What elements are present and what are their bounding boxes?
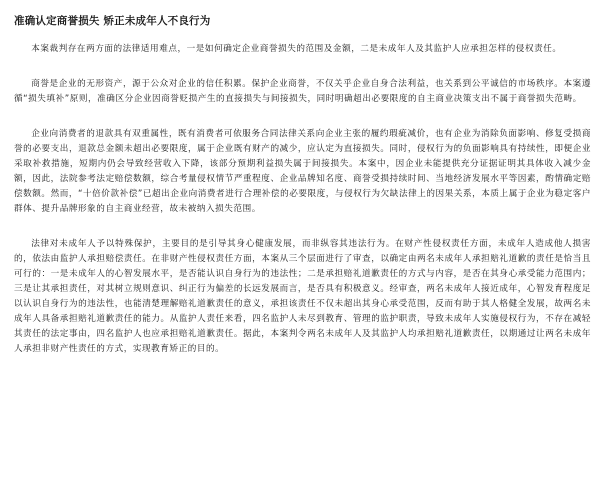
article-paragraph-2: 商誉是企业的无形资产，源于公众对企业的信任积累。保护企业商誉，不仅关乎企业自身合法利益，也关系到公平诚信的市场秩序。本案遵循“损失填补”原则，准确区分企业因商誉贬损产生的直接损失与间接损失，同时明确超出必要限度的自主商业决策支出不属于商誉损失范畴。	[14, 79, 591, 104]
article-paragraph-4: 法律对未成年人予以特殊保护，主要目的是引导其身心健康发展，而非纵容其违法行为。在财产性侵权责任方面，未成年人造成他人损害的，依法由监护人承担赔偿责任。在非财产性侵权责任方面，本案从三个层面进行了审查，以确定由两名未成年人承担赔礼道歉的责任是恰当且可行的：一是未成年人的心智发展水平，是否能认识自身行为的违法性；二是承担赔礼道歉责任的方式与内容，是否在其身心承受能力范围内；三是让其承担责任，对其树立规则意识、纠正行为偏差的长远发展而言，是否具有积极意义。经审查，两名未成年人接近成年，心智发育程度足以认识自身行为的违法性，也能清楚理解赔礼道歉责任的意义，承担该责任不仅未超出其身心承受范围，反而有助于其人格健全发展，故两名未成年人具备承担赔礼道歉责任的能力。从监护人责任来看，四名监护人未尽到教育、管理的监护职责，导致未成年人实施侵权行为，不存在减轻其责任的法定事由，四名监护人也应承担赔礼道歉责任。据此，本案判令两名未成年人及其监护人均承担赔礼道歉责任，以期通过让两名未成年人承担非财产性责任的方式，实现教育矫正的目的。	[14, 239, 591, 354]
article-paragraph-1: 本案裁判存在两方面的法律适用难点，一是如何确定企业商誉损失的范围及金额，二是未成年人及其监护人应承担怎样的侵权责任。	[31, 44, 562, 54]
article-title: 准确认定商誉损失 矫正未成年人不良行为	[14, 15, 211, 27]
article-paragraph-3: 企业向消费者的退款具有双重属性，既有消费者可依服务合同法律关系向企业主张的履约瑕疵减价，也有企业为消除负面影响、修复受损商誉的必要支出，退款总金额未超出必要限度，属于企业既有财产的减少，应认定为直接损失。同时，侵权行为的负面影响具有持续性，即便企业采取补救措施，短期内仍会导致经营收入下降，该部分预期利益损失属于间接损失。本案中，因企业未能提供充分证据证明其具体收入减少金额，因此，法院参考法定赔偿数额，综合考量侵权情节严重程度、企业品牌知名度、商誉受损持续时间、当地经济发展水平等因素，酌情确定赔偿数额。然而，“十倍价款补偿”已超出企业向消费者进行合理补偿的必要限度，与侵权行为欠缺法律上的因果关系，本质上属于企业为稳定客户群体、提升品牌形象的自主商业经营，故未被纳入损失范围。	[14, 129, 591, 214]
